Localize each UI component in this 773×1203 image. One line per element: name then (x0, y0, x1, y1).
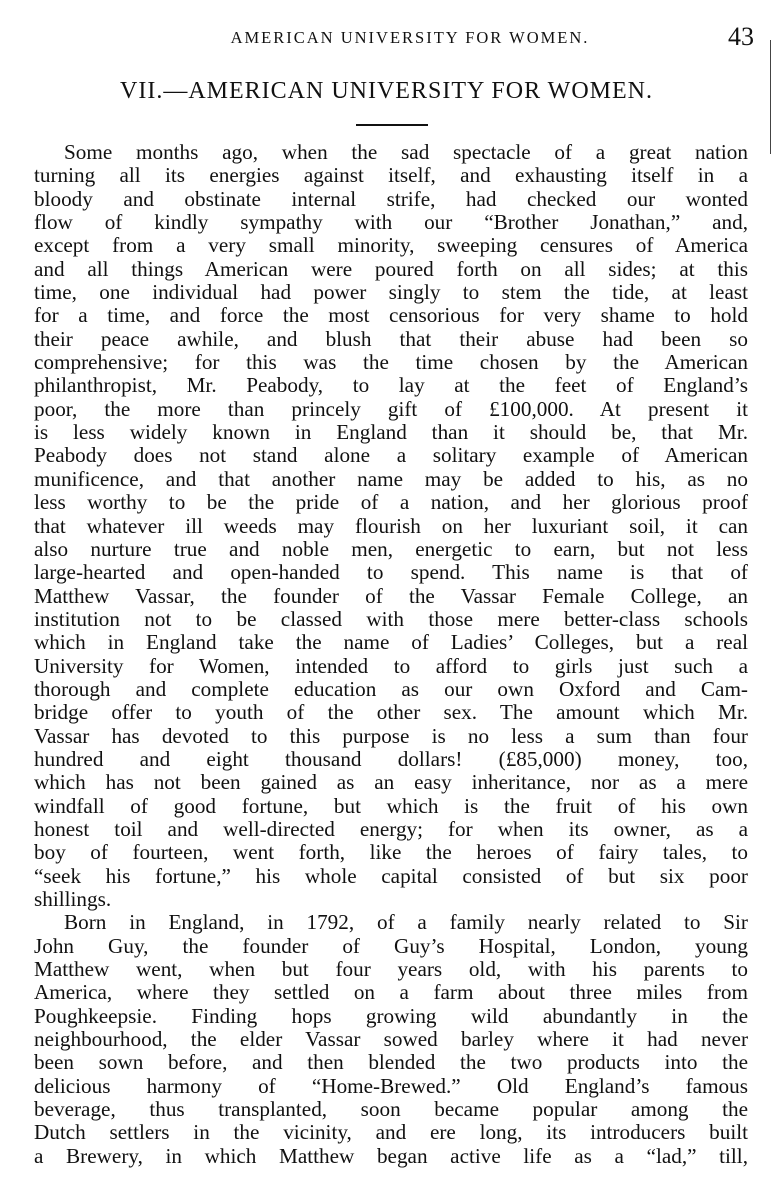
text-line: been sown before, and then blended the two products into the (34, 1050, 748, 1075)
text-line: bridge offer to youth of the other sex. The amount which Mr. (34, 700, 748, 725)
text-line: institution not to be classed with those mere better-class schools (34, 606, 748, 631)
text-line: University for Women, intended to afford to girls just such a (34, 653, 748, 678)
text-line: that whatever ill weeds may flourish on her luxuriant soil, it can (34, 513, 748, 538)
text-line: Born in England, in 1792, of a family nearly related to Sir (64, 910, 748, 935)
text-line: large-hearted and open-handed to spend. This name is that of (34, 560, 748, 585)
page-number: 43 (728, 22, 754, 51)
text-line: Some months ago, when the sad spectacle of a great nation (64, 140, 748, 164)
text-line: Dutch settlers in the vicinity, and ere long, its introducers built (34, 1120, 748, 1145)
text-line: delicious harmony of “Home-Brewed.” Old England’s famous (34, 1073, 748, 1098)
text-line: a Brewery, in which Matthew began active life as a “lad,” till, (34, 1143, 748, 1168)
text-line: turning all its energies against itself, and exhausting itself in a (34, 163, 748, 188)
text-line: Matthew went, when but four years old, with his parents to (34, 957, 748, 982)
text-line: Peabody does not stand alone a solitary example of American (34, 443, 748, 468)
text-line: their peace awhile, and blush that their abuse had been so (34, 326, 748, 351)
text-line: munificence, and that another name may be added to his, as no (34, 466, 748, 491)
text-line: John Guy, the founder of Guy’s Hospital, London, young (34, 933, 748, 958)
text-line: comprehensive; for this was the time chosen by the American (34, 350, 748, 375)
text-line: poor, the more than princely gift of £100,000. At present it (34, 396, 748, 421)
text-line: hundred and eight thousand dollars! (£85,000) money, too, (34, 746, 748, 771)
text-line: except from a very small minority, sweeping censures of America (34, 233, 748, 258)
text-line: which in England take the name of Ladies’ Colleges, but a real (34, 630, 748, 655)
body-text (34, 141, 748, 1168)
text-line: also nurture true and noble men, energetic to earn, but not less (34, 536, 748, 561)
text-line: for a time, and force the most censorious for very shame to hold (34, 303, 748, 328)
text-line: boy of fourteen, went forth, like the heroes of fairy tales, to (34, 840, 748, 865)
text-line: thorough and complete education as our own Oxford and Cam- (34, 676, 748, 701)
text-line: neighbourhood, the elder Vassar sowed barley where it had never (34, 1027, 748, 1052)
text-line: time, one individual had power singly to stem the tide, at least (34, 280, 748, 305)
text-line: and all things American were poured forth on all sides; at this (34, 256, 748, 281)
text-line: windfall of good fortune, but which is the fruit of his own (34, 793, 748, 818)
running-title: AMERICAN UNIVERSITY FOR WOMEN. (230, 28, 590, 47)
text-line: less worthy to be the pride of a nation, and her glorious proof (34, 490, 748, 515)
running-header (30, 22, 760, 52)
text-line: bloody and obstinate internal strife, had checked our wonted (34, 186, 748, 211)
text-line: Poughkeepsie. Finding hops growing wild abundantly in the (34, 1003, 748, 1028)
title-rule (356, 124, 428, 126)
text-line: honest toil and well-directed energy; for when its owner, as a (34, 816, 748, 841)
text-line: which has not been gained as an easy inheritance, nor as a mere (34, 770, 748, 795)
text-line: America, where they settled on a farm about three miles from (34, 980, 748, 1005)
chapter-title: VII.—AMERICAN UNIVERSITY FOR WOMEN. (120, 78, 653, 104)
text-line: Matthew Vassar, the founder of the Vassar Female College, an (34, 583, 748, 608)
text-line: Vassar has devoted to this purpose is no less a sum than four (34, 723, 748, 748)
text-line: flow of kindly sympathy with our “Brother Jonathan,” and, (34, 210, 748, 235)
text-line: beverage, thus transplanted, soon became popular among the (34, 1097, 748, 1122)
text-line: shillings. (34, 887, 112, 911)
text-line: is less widely known in England than it should be, that Mr. (34, 420, 748, 445)
text-line: philanthropist, Mr. Peabody, to lay at the feet of England’s (34, 373, 748, 398)
text-line: “seek his fortune,” his whole capital consisted of but six poor (34, 863, 748, 888)
